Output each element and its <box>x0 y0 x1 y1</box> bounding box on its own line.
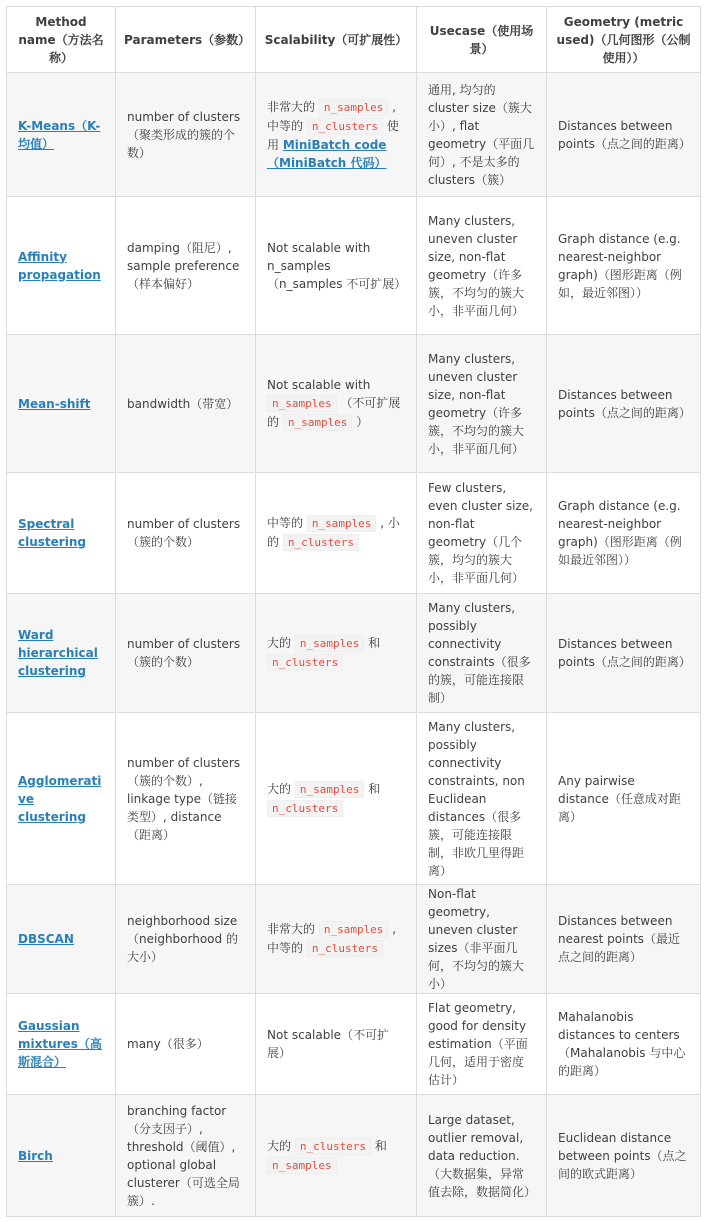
table-row <box>7 197 701 335</box>
parameters-cell: many（很多） <box>116 994 256 1095</box>
code-n-clusters: n_clusters <box>267 800 343 817</box>
parameters-cell: branching factor（分支因子）, threshold（阈值）, optional global clusterer（可选全局簇）. <box>116 1095 256 1217</box>
scalability-cell: 大的 n_samples 和 n_clusters <box>256 594 417 713</box>
method-link-ward-hierarchical-clustering[interactable]: Ward hierarchical clustering <box>18 628 98 678</box>
method-link-gaussian-mixtures[interactable]: Gaussian mixtures（高斯混合） <box>18 1019 102 1069</box>
usecase-cell: Many clusters, possibly connectivity constraints, non Euclidean distances（很多簇，可能连接限制，非欧几里得距离） <box>417 713 547 885</box>
geometry-cell: Distances between nearest points（最近点之间的距离） <box>547 885 701 994</box>
parameters-cell: number of clusters（簇的个数） <box>116 473 256 594</box>
geometry-cell: Any pairwise distance（任意成对距离） <box>547 713 701 885</box>
geometry-cell: Euclidean distance between points（点之间的欧式距离） <box>547 1095 701 1217</box>
code-n-samples: n_samples <box>295 781 365 798</box>
usecase-cell: Non-flat geometry, uneven cluster sizes（非平面几何，不均匀的簇大小） <box>417 885 547 994</box>
code-n-clusters: n_clusters <box>307 118 383 135</box>
header-usecase: Usecase（使用场景） <box>417 7 547 73</box>
header-parameters: Parameters（参数） <box>116 7 256 73</box>
geometry-cell: Distances between points（点之间的距离） <box>547 594 701 713</box>
table-row <box>7 73 701 197</box>
table-row <box>7 885 701 994</box>
code-n-samples: n_samples <box>295 635 365 652</box>
method-link-agglomerative-clustering[interactable]: Agglomerative clustering <box>18 773 102 824</box>
usecase-cell: Few clusters, even cluster size, non-flat geometry（几个簇，均匀的簇大小，非平面几何） <box>417 473 547 594</box>
table-row <box>7 713 701 885</box>
method-link-dbscan[interactable]: DBSCAN <box>18 932 74 946</box>
scalability-cell: 大的 n_samples 和 n_clusters <box>256 713 417 885</box>
header-geometry: Geometry (metric used)（几何图形（公制使用）） <box>547 7 701 73</box>
scalability-cell: Not scalable with n_samples （不可扩展的 n_samples ） <box>256 335 417 473</box>
scalability-cell: 非常大的 n_samples , 中等的 n_clusters 使用 MiniBatch code（MiniBatch 代码） <box>256 73 417 197</box>
method-link-kmeans[interactable]: K-Means（K-均值） <box>18 118 101 151</box>
scalability-cell: 非常大的 n_samples , 中等的 n_clusters <box>256 885 417 994</box>
usecase-cell: Large dataset, outlier removal, data reduction.（大数据集，异常值去除，数据简化） <box>417 1095 547 1217</box>
header-row <box>7 7 701 73</box>
code-n-clusters: n_clusters <box>295 1138 371 1155</box>
geometry-cell: Mahalanobis distances to centers（Mahalanobis 与中心的距离） <box>547 994 701 1095</box>
scalability-cell: 中等的 n_samples , 小的 n_clusters <box>256 473 417 594</box>
method-link-spectral-clustering[interactable]: Spectral clustering <box>18 517 86 549</box>
code-n-samples: n_samples <box>267 1157 337 1174</box>
usecase-cell: 通用, 均匀的 cluster size（簇大小）, flat geometry（平面几何）, 不是太多的 clusters（簇） <box>417 73 547 197</box>
parameters-cell: damping（阻尼）, sample preference（样本偏好） <box>116 197 256 335</box>
scalability-cell: 大的 n_clusters 和 n_samples <box>256 1095 417 1217</box>
scalability-cell: Not scalable（不可扩展） <box>256 994 417 1095</box>
parameters-cell: number of clusters（聚类形成的簇的个数） <box>116 73 256 197</box>
parameters-cell: number of clusters（簇的个数）, linkage type（链接类型）, distance（距离） <box>116 713 256 885</box>
parameters-cell: bandwidth（带宽） <box>116 335 256 473</box>
method-link-birch[interactable]: Birch <box>18 1148 53 1163</box>
code-n-clusters: n_clusters <box>267 654 343 671</box>
usecase-cell: Many clusters, uneven cluster size, non-flat geometry（许多簇，不均匀的簇大小，非平面几何） <box>417 335 547 473</box>
method-link-affinity-propagation[interactable]: Affinity propagation <box>18 249 101 282</box>
parameters-cell: number of clusters（簇的个数） <box>116 594 256 713</box>
code-n-samples: n_samples <box>319 99 389 116</box>
code-n-clusters: n_clusters <box>283 534 359 551</box>
scalability-cell: Not scalable with n_samples（n_samples 不可扩展） <box>256 197 417 335</box>
code-n-samples: n_samples <box>307 515 377 532</box>
code-n-samples: n_samples <box>283 414 353 431</box>
code-n-samples: n_samples <box>267 395 337 412</box>
clustering-methods-table <box>6 6 701 1217</box>
usecase-cell: Many clusters, uneven cluster size, non-flat geometry（许多簇，不均匀的簇大小，非平面几何） <box>417 197 547 335</box>
table-row <box>7 335 701 473</box>
minibatch-code-link[interactable]: MiniBatch code（MiniBatch 代码） <box>267 137 387 170</box>
usecase-cell: Flat geometry, good for density estimation（平面几何，适用于密度估计） <box>417 994 547 1095</box>
geometry-cell: Distances between points（点之间的距离） <box>547 335 701 473</box>
geometry-cell: Graph distance (e.g. nearest-neighbor graph)（图形距离（例如，最近邻图）） <box>547 197 701 335</box>
method-link-mean-shift[interactable]: Mean-shift <box>18 396 91 411</box>
table-row <box>7 1095 701 1217</box>
geometry-cell: Graph distance (e.g. nearest-neighbor graph)（图形距离（例如最近邻图）） <box>547 473 701 594</box>
header-scalability: Scalability（可扩展性） <box>256 7 417 73</box>
table-row <box>7 594 701 713</box>
table-row <box>7 994 701 1095</box>
code-n-clusters: n_clusters <box>307 940 383 957</box>
header-method: Method name（方法名称） <box>7 7 116 73</box>
parameters-cell: neighborhood size（neighborhood 的大小） <box>116 885 256 994</box>
table-row <box>7 473 701 594</box>
geometry-cell: Distances between points（点之间的距离） <box>547 73 701 197</box>
code-n-samples: n_samples <box>319 921 389 938</box>
usecase-cell: Many clusters, possibly connectivity constraints（很多的簇，可能连接限制） <box>417 594 547 713</box>
